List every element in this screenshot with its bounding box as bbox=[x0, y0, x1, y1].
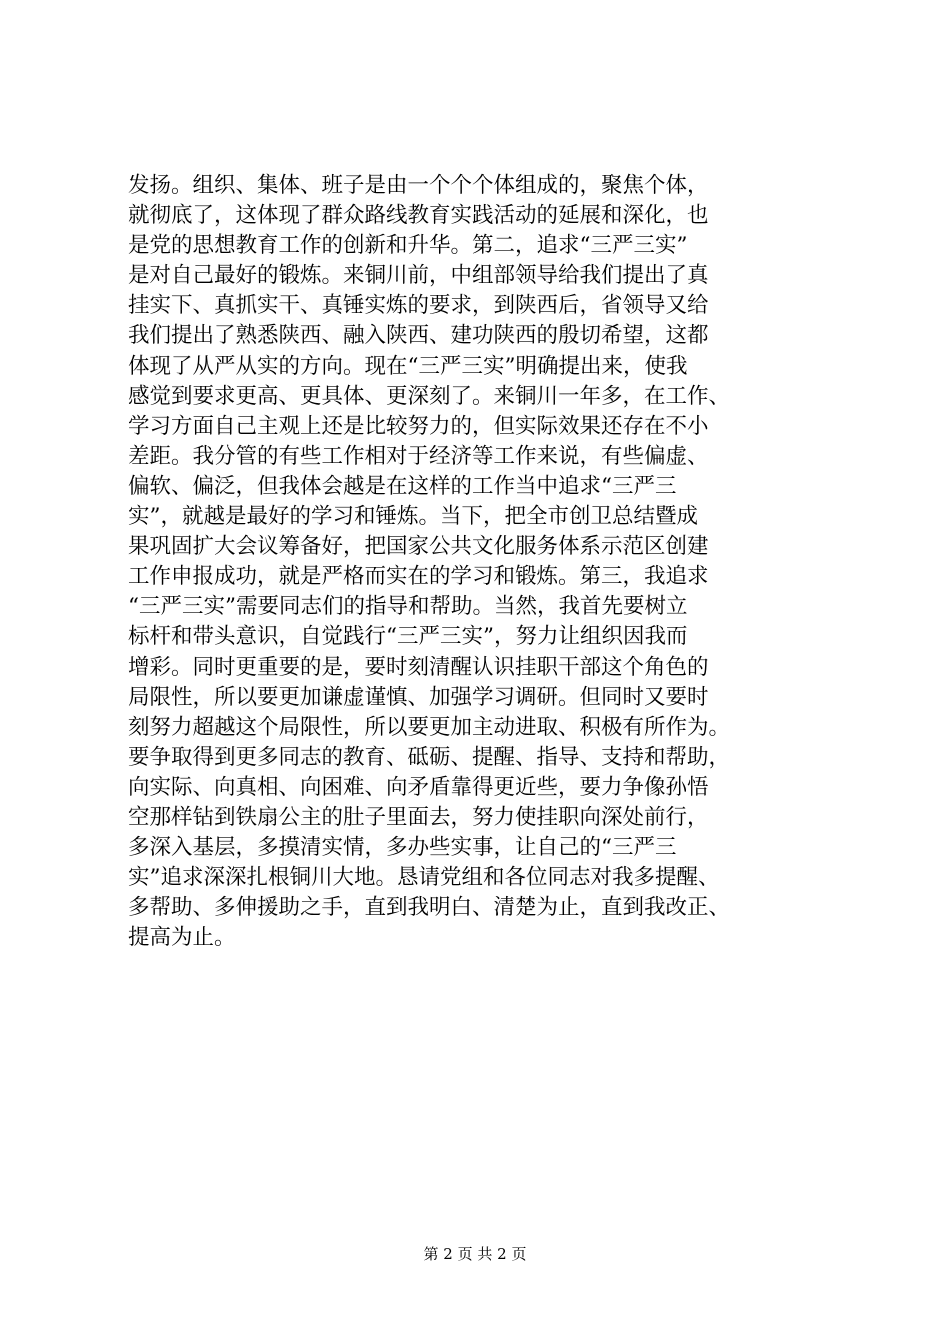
body-paragraph bbox=[128, 171, 868, 953]
text-line: 学习方面自己主观上还是比较努力的，但实际效果还存在不小 bbox=[128, 413, 709, 439]
text-line: 提高为止。 bbox=[128, 925, 236, 951]
text-line: 要争取得到更多同志的教育、砥砺、提醒、指导、支持和帮助， bbox=[128, 744, 731, 770]
page-number-footer: 第 2 页 共 2 页 bbox=[423, 1245, 527, 1263]
text-line: 偏软、偏泛，但我体会越是在这样的工作当中追求“三严三 bbox=[128, 473, 677, 499]
text-line: 刻努力超越这个局限性，所以要更加主动进取、积极有所作为。 bbox=[128, 714, 731, 740]
text-line: 体现了从严从实的方向。现在“三严三实”明确提出来，使我 bbox=[128, 353, 688, 379]
text-line: 增彩。同时更重要的是，要时刻清醒认识挂职干部这个角色的 bbox=[128, 654, 709, 680]
text-line: 实”，就越是最好的学习和锤炼。当下，把全市创卫总结暨成 bbox=[128, 504, 698, 530]
text-line: 感觉到要求更高、更具体、更深刻了。来铜川一年多，在工作、 bbox=[128, 383, 731, 409]
text-line: 果巩固扩大会议筹备好，把国家公共文化服务体系示范区创建 bbox=[128, 534, 709, 560]
text-line: 空那样钻到铁扇公主的肚子里面去，努力使挂职向深处前行， bbox=[128, 804, 709, 830]
text-line: 向实际、向真相、向困难、向矛盾靠得更近些，要力争像孙悟 bbox=[128, 774, 709, 800]
text-line: 多深入基层，多摸清实情，多办些实事，让自己的“三严三 bbox=[128, 835, 677, 861]
text-line: “三严三实”需要同志们的指导和帮助。当然，我首先要树立 bbox=[128, 594, 688, 620]
text-line: 是对自己最好的锻炼。来铜川前，中组部领导给我们提出了真 bbox=[128, 263, 709, 289]
text-line: 我们提出了熟悉陕西、融入陕西、建功陕西的殷切希望，这都 bbox=[128, 323, 709, 349]
text-line: 局限性，所以要更加谦虚谨慎、加强学习调研。但同时又要时 bbox=[128, 684, 709, 710]
text-line: 标杆和带头意识，自觉践行“三严三实”，努力让组织因我而 bbox=[128, 624, 688, 650]
text-line: 发扬。组织、集体、班子是由一个个个体组成的，聚焦个体， bbox=[128, 173, 709, 198]
text-line: 差距。我分管的有些工作相对于经济等工作来说，有些偏虚、 bbox=[128, 443, 709, 469]
text-line: 实”追求深深扎根铜川大地。恳请党组和各位同志对我多提醒、 bbox=[128, 865, 720, 891]
text-line: 就彻底了，这体现了群众路线教育实践活动的延展和深化，也 bbox=[128, 203, 709, 229]
text-line: 多帮助、多伸援助之手，直到我明白、清楚为止，直到我改正、 bbox=[128, 895, 731, 921]
text-line: 工作申报成功，就是严格而实在的学习和锻炼。第三，我追求 bbox=[128, 564, 709, 590]
text-line: 是党的思想教育工作的创新和升华。第二，追求“三严三实” bbox=[128, 233, 688, 259]
text-line: 挂实下、真抓实干、真锤实炼的要求，到陕西后，省领导又给 bbox=[128, 293, 709, 319]
